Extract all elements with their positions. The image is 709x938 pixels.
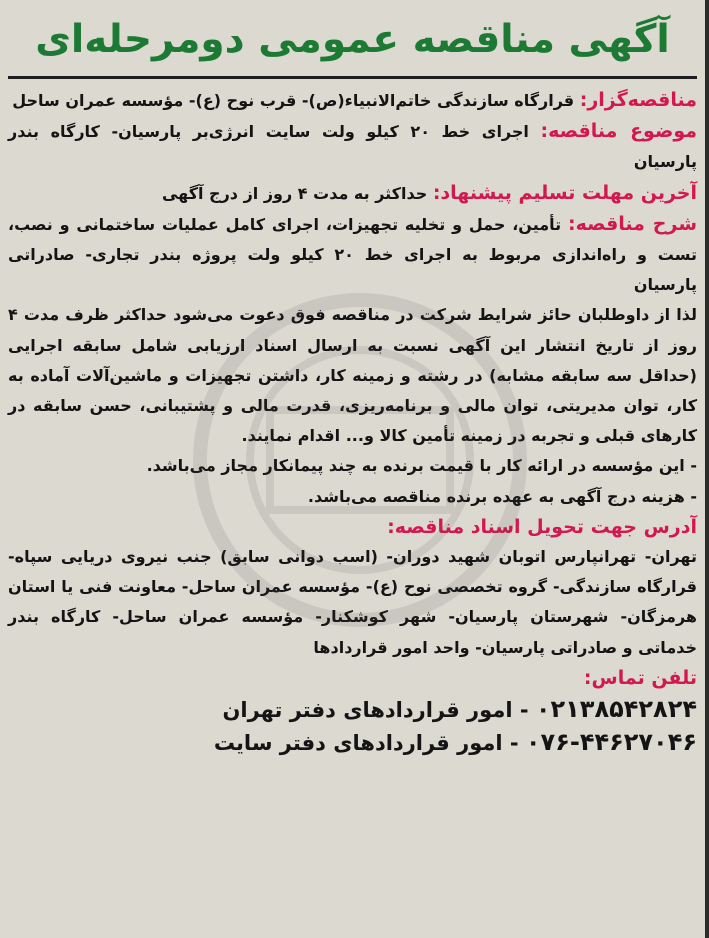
phone-row-tehran (8, 693, 697, 726)
subject-text: اجرای خط ۲۰ کیلو ولت سایت انرژی‌بر پارسیان- کارگاه بندر پارسیان (8, 122, 697, 172)
description-label: شرح مناقصه: (568, 212, 698, 235)
notice-body (8, 85, 697, 693)
description-text: تأمین، حمل و تخلیه تجهیزات، اجرای کامل عملیات ساختمانی و نصب، تست و راه‌اندازی مربوط به اجرای خط ۲۰ کیلو ولت پروژه بندر تجاری- صادراتی پارسیان (8, 214, 697, 295)
organizer-paragraph (8, 85, 697, 116)
phone-row-site (8, 726, 697, 759)
note-multiple-contractors: - این مؤسسه در ارائه کار با قیمت برنده به چند پیمانکار مجاز می‌باشد. (146, 456, 697, 476)
address-text: تهران- تهرانپارس اتوبان شهید دوران- (اسب دوانی سابق) جنب نیروی دریایی سپاه- قرارگاه سازندگی- گروه تخصصی نوح (ع)- مؤسسه عمران ساحل- معاونت فنی یا استان هرمزگان- شهرستان پارسیان- شهر کوشکنار- مؤسسه عمران ساحل- کارگاه بندر خدماتی و صادراتی پارسیان- واحد امور قراردادها (8, 547, 697, 657)
title-divider (8, 76, 697, 79)
notice-title: آگهی مناقصه عمومی دومرحله‌ای (35, 17, 670, 62)
deadline-label: آخرین مهلت تسلیم پیشنهاد: (432, 181, 697, 204)
description-paragraph (8, 209, 697, 301)
contact-heading: تلفن تماس: (583, 666, 697, 689)
phone-label-tehran: - امور قراردادهای دفتر تهران (222, 698, 529, 723)
deadline-paragraph (8, 178, 697, 209)
phone-number-site: ۰۷۶-۴۴۶۲۷۰۴۶ (525, 728, 697, 757)
deadline-text: حداکثر به مدت ۴ روز از درج آگهی (161, 183, 428, 203)
phone-number-tehran: ۰۲۱۳۸۵۴۲۸۲۴ (535, 695, 697, 724)
phone-label-site: - امور قراردادهای دفتر سایت (213, 731, 519, 756)
note-ad-cost: - هزینه درج آگهی به عهده برنده مناقصه می‌باشد. (307, 486, 697, 506)
subject-label: موضوع مناقصه: (540, 120, 697, 143)
subject-paragraph (8, 116, 697, 177)
address-heading: آدرس جهت تحویل اسناد مناقصه: (387, 515, 697, 538)
organizer-text: قرارگاه سازندگی خاتم‌الانبیاء(ص)- قرب نوح (ع)- مؤسسه عمران ساحل (12, 91, 575, 110)
organizer-label: مناقصه‌گزار: (579, 89, 697, 111)
invitation-paragraph: لذا از داوطلبان حائز شرایط شرکت در مناقصه فوق دعوت می‌شود حداکثر ظرف مدت ۴ روز از تاریخ انتشار این آگهی نسبت به ارسال اسناد ارزیابی شامل سابقه اجرایی (حداقل سه سابقه مشابه) در رشته و زمینه کار، داشتن تجهیزات و ماشین‌آلات آماده به کار، توان مدیریتی، توان مالی و برنامه‌ریزی، قدرت مالی و پشتیبانی، حسن سابقه در کارهای قبلی و تجربه در زمینه تأمین کالا و... اقدام نمایند. (8, 305, 697, 446)
